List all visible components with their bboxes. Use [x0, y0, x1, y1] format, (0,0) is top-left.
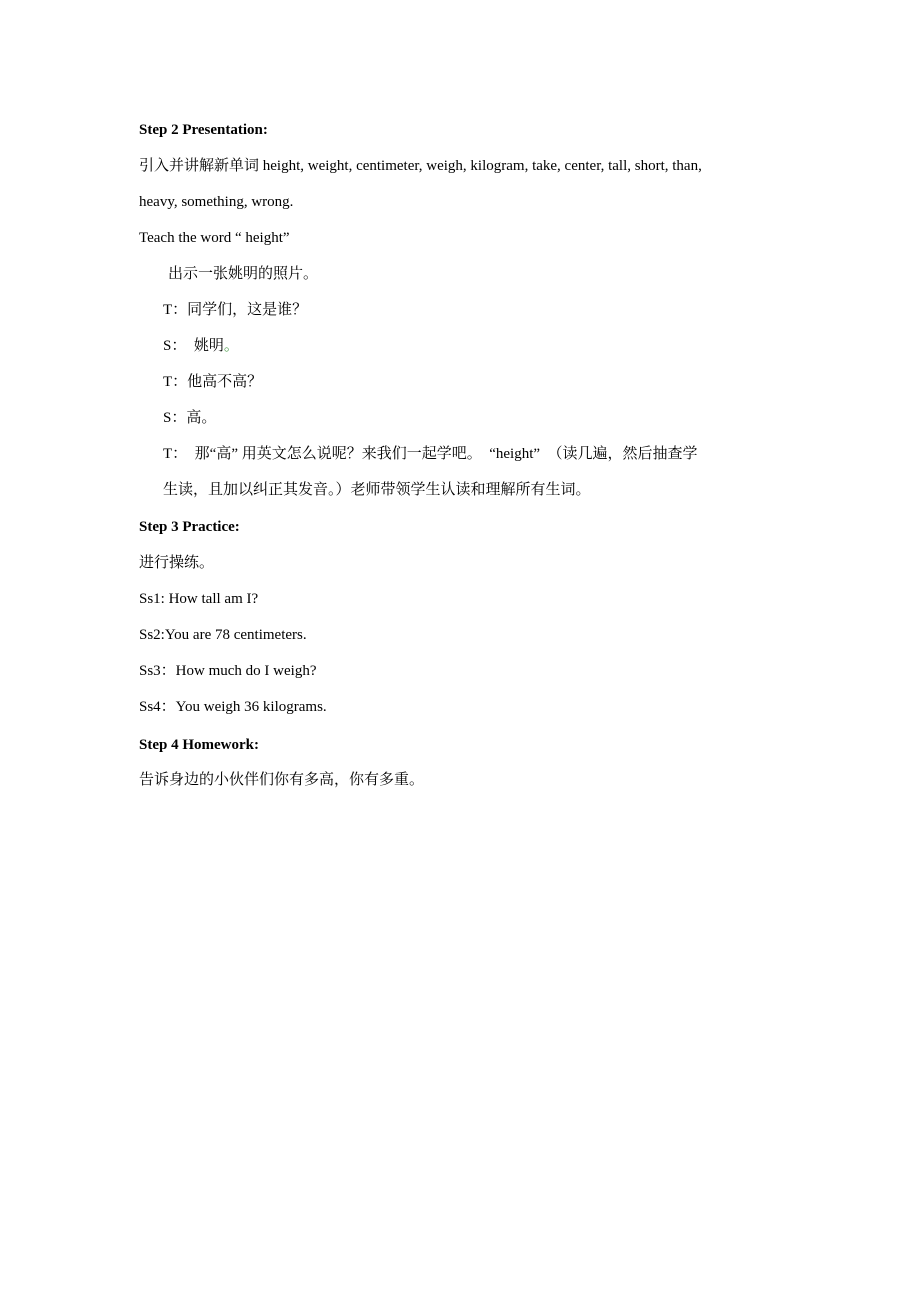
dialog-line — [163, 337, 239, 355]
dialog-line: T：他高不高？ — [163, 374, 263, 390]
vocab-line-1: 引入并讲解新单词 height, weight, centimeter, weigh, kilogram, take, center, tall, short, than, — [139, 158, 702, 174]
step3-heading: Step 3 Practice: — [139, 519, 240, 535]
teach-line: Teach the word “ height” — [139, 230, 290, 246]
dialog-line: T：同学们，这是谁？ — [163, 302, 308, 318]
step2-heading: Step 2 Presentation: — [139, 122, 268, 138]
dialog-continuation: 生读，且加以纠正其发音。）老师带领学生认读和理解所有生词。 — [163, 482, 591, 498]
practice-intro: 进行操练。 — [139, 555, 215, 571]
dialog-period: 。 — [223, 338, 239, 354]
practice-line: Ss2:You are 78 centimeters. — [139, 627, 307, 643]
dialog-line: T： 那“高” 用英文怎么说呢？来我们一起学吧。 “height” （读几遍，然后抽查学 — [163, 446, 698, 462]
practice-line: Ss4：You weigh 36 kilograms. — [139, 699, 327, 715]
dialog-line: S：高。 — [163, 410, 217, 426]
practice-line: Ss3：How much do I weigh? — [139, 663, 317, 679]
homework-text: 告诉身边的小伙伴们你有多高，你有多重。 — [139, 772, 425, 788]
practice-line: Ss1: How tall am I? — [139, 591, 259, 607]
show-photo-line: 出示一张姚明的照片。 — [168, 266, 319, 282]
vocab-line-2: heavy, something, wrong. — [139, 194, 294, 210]
dialog-text: S： 姚明 — [163, 338, 224, 354]
step4-heading: Step 4 Homework: — [139, 737, 259, 753]
